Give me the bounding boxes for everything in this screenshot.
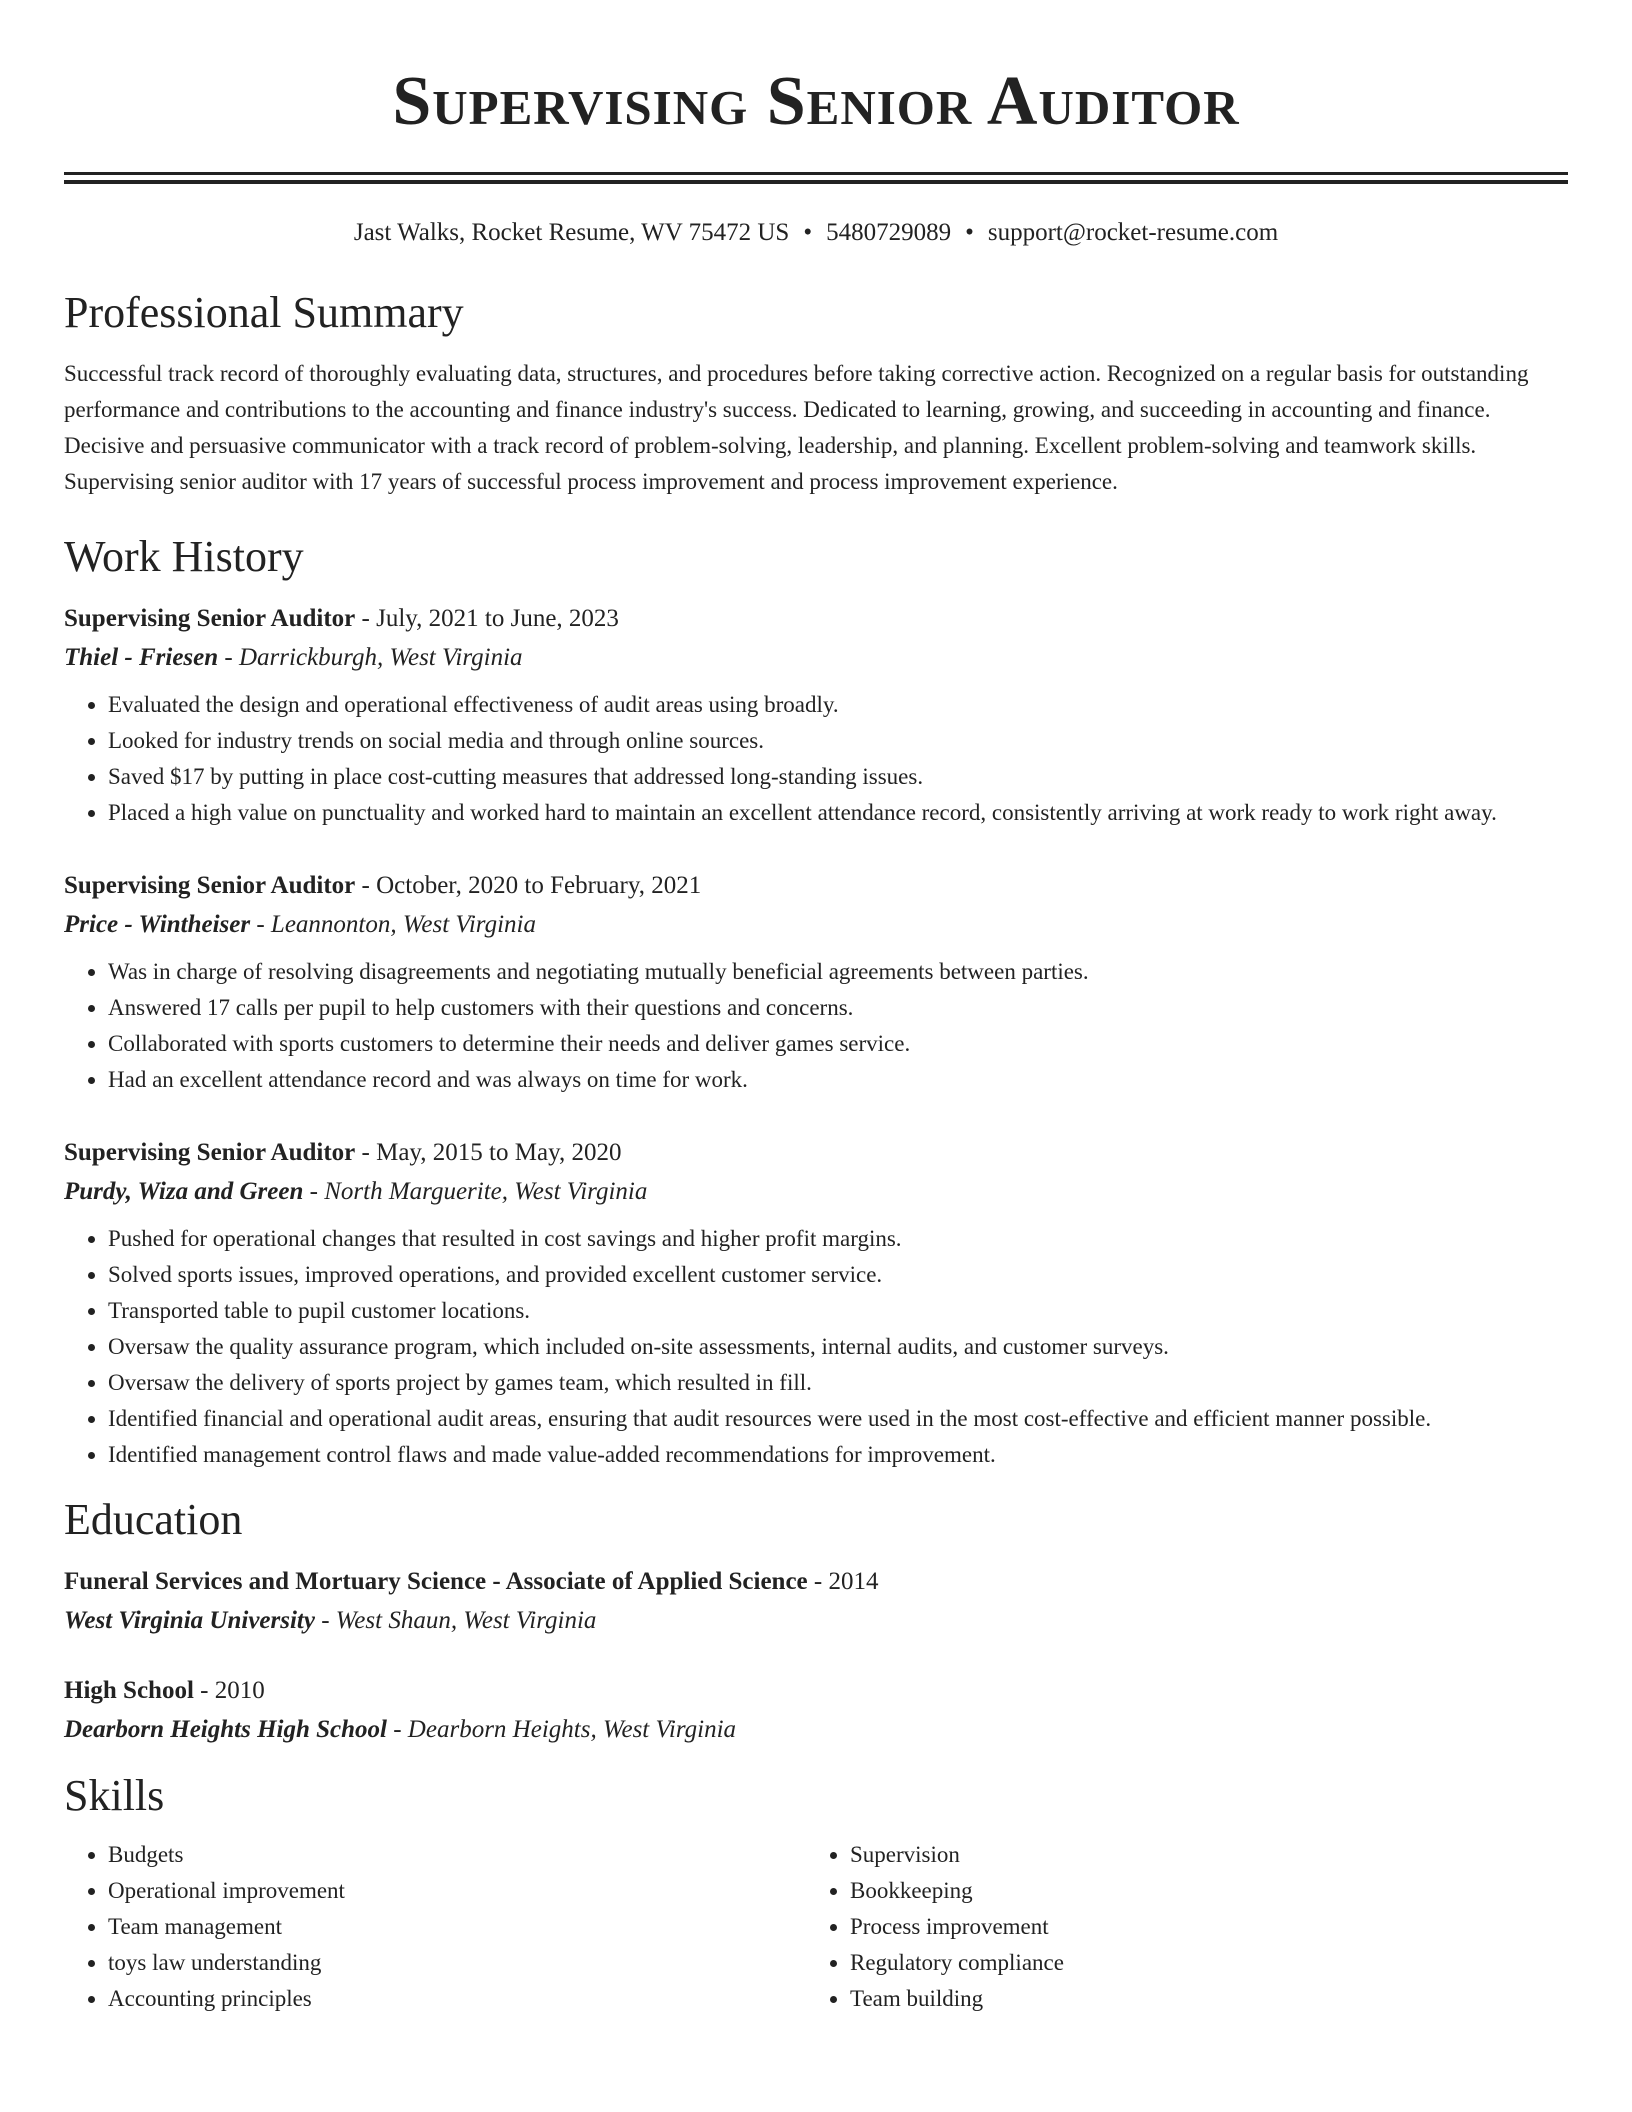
education-school: West Virginia University: [64, 1607, 315, 1634]
education-location: - West Shaun, West Virginia: [314, 1607, 597, 1634]
skill-item: • Regulatory compliance: [850, 1945, 1568, 1981]
job-dates: - July, 2021 to June, 2023: [355, 605, 619, 632]
skill-item: • toys law understanding: [108, 1945, 806, 1981]
job-bullet: • Oversaw the delivery of sports project by games team, which resulted in fill.: [108, 1365, 1568, 1401]
skill-item: • Operational improvement: [108, 1873, 806, 1909]
skills-heading: Skills: [64, 1771, 165, 1820]
job-company: Purdy, Wiza and Green: [64, 1178, 304, 1205]
job-bullets: [64, 1221, 1568, 1473]
skill-item: • Budgets: [108, 1837, 806, 1873]
header-divider-top: [64, 172, 1568, 175]
skills-list: [64, 1837, 1568, 2017]
education-degree: Funeral Services and Mortuary Science - Associate of Applied Science: [64, 1568, 808, 1595]
job-bullets: [64, 954, 1568, 1098]
skills-column-left: [64, 1837, 806, 2017]
skill-item: • Process improvement: [850, 1909, 1568, 1945]
education-degree: High School: [64, 1677, 194, 1704]
education-location: - Dearborn Heights, West Virginia: [386, 1716, 737, 1743]
job-company-line: [64, 643, 1568, 673]
contact-phone: 5480729089: [826, 219, 952, 246]
contact-line: [64, 218, 1568, 248]
skill-item: • Bookkeeping: [850, 1873, 1568, 1909]
job-bullet: • Identified management control flaws and made value-added recommendations for improvement.: [108, 1437, 1568, 1473]
education-degree-line: [64, 1676, 1568, 1706]
job-bullets: [64, 687, 1568, 831]
job-bullet: • Pushed for operational changes that resulted in cost savings and higher profit margins.: [108, 1221, 1568, 1257]
education-degree-line: [64, 1567, 1568, 1597]
job-bullet: • Collaborated with sports customers to determine their needs and deliver games service.: [108, 1026, 1568, 1062]
job-title-line: [64, 1138, 1568, 1168]
job-company: Price - Wintheiser: [64, 911, 251, 938]
job-company-line: [64, 1177, 1568, 1207]
education-heading: Education: [64, 1495, 243, 1544]
job-bullet: • Placed a high value on punctuality and worked hard to maintain an excellent attendance record, consistently arriving at work ready to work right away.: [108, 795, 1568, 831]
job-title-line: [64, 604, 1568, 634]
skill-item: • Supervision: [850, 1837, 1568, 1873]
job-bullet: • Was in charge of resolving disagreements and negotiating mutually beneficial agreements between parties.: [108, 954, 1568, 990]
skill-item: • Team management: [108, 1909, 806, 1945]
contact-email: support@rocket-resume.com: [987, 219, 1279, 246]
job-title: Supervising Senior Auditor: [64, 605, 356, 632]
job-bullet: • Solved sports issues, improved operations, and provided excellent customer service.: [108, 1257, 1568, 1293]
resume-name: Supervising Senior Auditor: [392, 63, 1240, 140]
education-entry: [64, 1567, 1568, 1636]
job-title: Supervising Senior Auditor: [64, 1139, 356, 1166]
education-year: - 2014: [807, 1568, 879, 1595]
summary-text: Successful track record of thoroughly evaluating data, structures, and procedures before taking corrective action. Recognized on a regular basis for outstanding performance and contributions to the accounting and finance industry's success. Dedicated to learning, growing, and succeeding in accounting and finance. Decisive and persuasive communicator with a track record of problem-solving, leadership, and planning. Excellent problem-solving and teamwork skills. Supervising senior auditor with 17 years of successful process improvement and process improvement experience.: [64, 361, 1529, 494]
job-bullet: • Had an excellent attendance record and was always on time for work.: [108, 1062, 1568, 1098]
contact-address: Jast Walks, Rocket Resume, WV 75472 US: [353, 219, 790, 246]
education-school: Dearborn Heights High School: [64, 1716, 387, 1743]
job-bullet: • Saved $17 by putting in place cost-cutting measures that addressed long-standing issues.: [108, 759, 1568, 795]
job-dates: - October, 2020 to February, 2021: [355, 872, 702, 899]
header-divider-bottom: [64, 180, 1568, 184]
skill-item: • Accounting principles: [108, 1981, 806, 2017]
skills-column-right: [806, 1837, 1568, 2017]
skill-item: • Team building: [850, 1981, 1568, 2017]
job-bullet: • Answered 17 calls per pupil to help customers with their questions and concerns.: [108, 990, 1568, 1026]
job-entry: [64, 604, 1568, 831]
education-entry: [64, 1676, 1568, 1745]
education-school-line: [64, 1715, 1568, 1745]
job-location: - North Marguerite, West Virginia: [303, 1178, 648, 1205]
job-dates: - May, 2015 to May, 2020: [355, 1139, 622, 1166]
job-bullet: • Evaluated the design and operational effectiveness of audit areas using broadly.: [108, 687, 1568, 723]
education-year: - 2010: [193, 1677, 265, 1704]
job-bullet: • Identified financial and operational audit areas, ensuring that audit resources were used in the most cost-effective and efficient manner possible.: [108, 1401, 1568, 1437]
contact-separator: •: [965, 219, 974, 246]
job-entry: [64, 1138, 1568, 1473]
job-bullet: • Oversaw the quality assurance program, which included on-site assessments, internal audits, and customer surveys.: [108, 1329, 1568, 1365]
job-bullet: • Transported table to pupil customer locations.: [108, 1293, 1568, 1329]
job-title-line: [64, 871, 1568, 901]
job-location: - Leannonton, West Virginia: [250, 911, 536, 938]
summary-heading: Professional Summary: [64, 288, 464, 337]
work-history-heading: Work History: [64, 532, 304, 581]
job-location: - Darrickburgh, West Virginia: [218, 644, 523, 671]
education-school-line: [64, 1606, 1568, 1636]
job-bullet: • Looked for industry trends on social media and through online sources.: [108, 723, 1568, 759]
job-company: Thiel - Friesen: [64, 644, 219, 671]
contact-separator: •: [803, 219, 813, 246]
job-title: Supervising Senior Auditor: [64, 872, 356, 899]
job-company-line: [64, 910, 1568, 940]
job-entry: [64, 871, 1568, 1098]
